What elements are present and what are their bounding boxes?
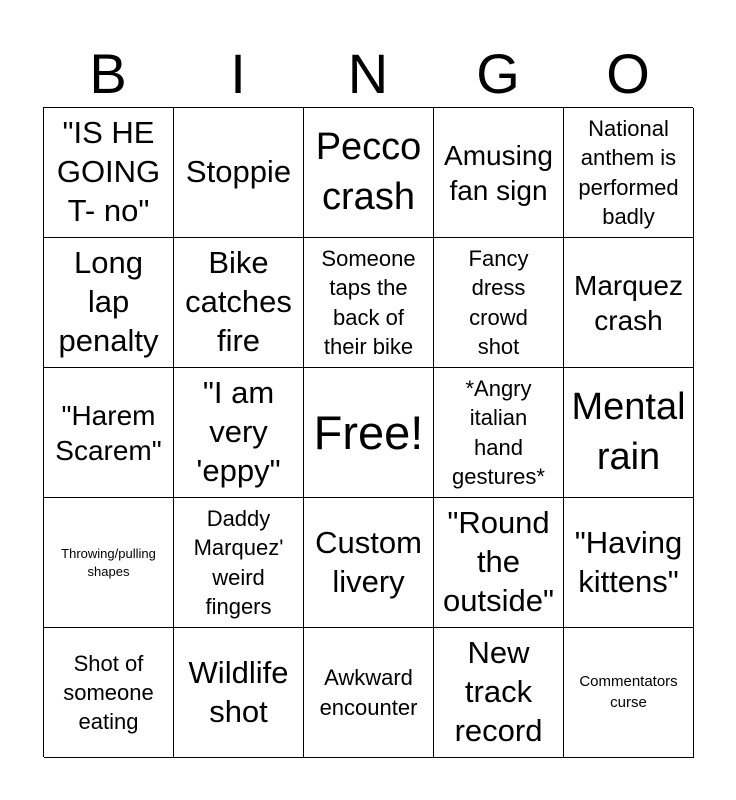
bingo-cell[interactable]: Throwing/pulling shapes <box>44 498 174 628</box>
bingo-cell[interactable]: "I am very 'eppy" <box>174 368 304 498</box>
bingo-cell[interactable]: *Angry italian hand gestures* <box>434 368 564 498</box>
bingo-cell[interactable]: Commentators curse <box>564 628 694 758</box>
bingo-cell[interactable]: Stoppie <box>174 108 304 238</box>
bingo-cell[interactable]: Daddy Marquez' weird fingers <box>174 498 304 628</box>
bingo-cell[interactable]: Marquez crash <box>564 238 694 368</box>
bingo-board <box>43 107 693 757</box>
bingo-cell[interactable]: "Harem Scarem" <box>44 368 174 498</box>
bingo-cell[interactable]: Fancy dress crowd shot <box>434 238 564 368</box>
bingo-cell[interactable]: "Having kittens" <box>564 498 694 628</box>
header-letter-g: G <box>476 42 520 105</box>
bingo-cell[interactable]: Pecco crash <box>304 108 434 238</box>
bingo-cell[interactable]: "Round the outside" <box>434 498 564 628</box>
bingo-cell[interactable]: Custom livery <box>304 498 434 628</box>
free-space-cell[interactable]: Free! <box>304 368 434 498</box>
bingo-cell[interactable]: Amusing fan sign <box>434 108 564 238</box>
header-letter-n: N <box>347 42 389 105</box>
bingo-cell[interactable]: Bike catches fire <box>174 238 304 368</box>
bingo-cell[interactable]: Wildlife shot <box>174 628 304 758</box>
bingo-cell[interactable]: "IS HE GOING T- no" <box>44 108 174 238</box>
bingo-cell[interactable]: Someone taps the back of their bike <box>304 238 434 368</box>
bingo-cell[interactable]: Mental rain <box>564 368 694 498</box>
bingo-cell[interactable]: Awkward encounter <box>304 628 434 758</box>
bingo-cell[interactable]: New track record <box>434 628 564 758</box>
header-letter-i: I <box>230 42 246 105</box>
bingo-cell[interactable]: Shot of someone eating <box>44 628 174 758</box>
bingo-cell[interactable]: Long lap penalty <box>44 238 174 368</box>
bingo-header <box>43 40 693 108</box>
bingo-cell[interactable]: National anthem is performed badly <box>564 108 694 238</box>
header-letter-b: B <box>89 42 127 105</box>
header-letter-o: O <box>606 42 650 105</box>
